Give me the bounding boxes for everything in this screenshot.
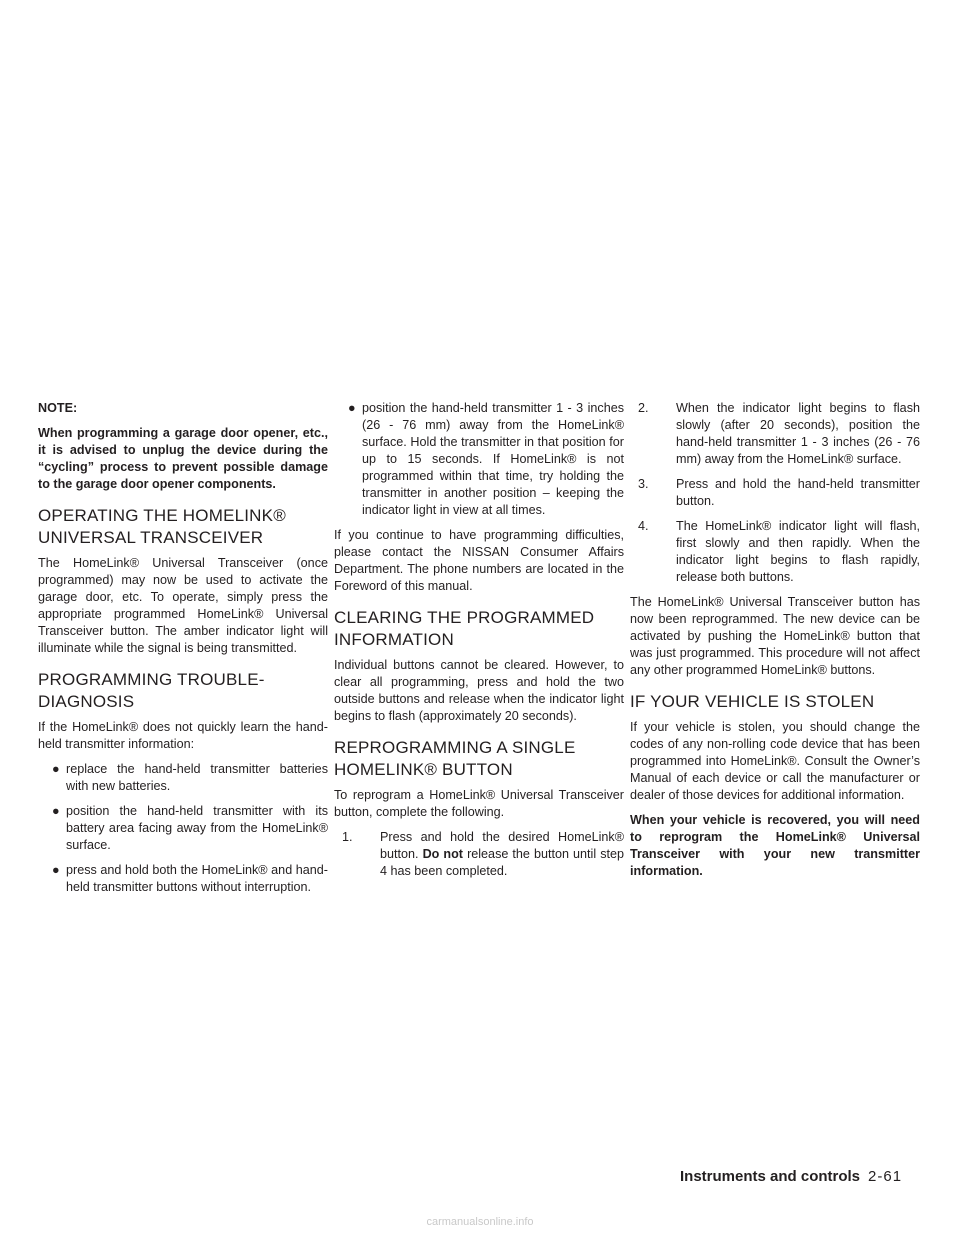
footer-section-title: Instruments and controls bbox=[680, 1168, 861, 1185]
column-1 bbox=[38, 400, 328, 904]
step-number: 1. bbox=[342, 830, 353, 844]
step-text: Press and hold the desired HomeLink® button. bbox=[380, 830, 624, 861]
operating-text: The HomeLink® Universal Transceiver (once programmed) may now be used to activate the garage door, etc. To operate, simply press the appropriate programmed HomeLink® Universal Transceiver button. The amber indicator light will illuminate while the signal is being transmitted. bbox=[38, 556, 328, 655]
heading-operating: OPERATING THE HOMELINK® UNIVERSAL TRANSCEIVER bbox=[38, 506, 286, 547]
watermark: carmanualsonline.info bbox=[426, 1216, 534, 1228]
stolen-text: If your vehicle is stolen, you should change the codes of any non-rolling code device that has been programmed into HomeLink®. Consult the Owner’s Manual of each device or call the manufacturer or dealer of those devices for additional information. bbox=[630, 720, 920, 802]
reprogrammed-text: The HomeLink® Universal Transceiver button has now been reprogrammed. The new device can be activated by pushing the HomeLink® button that was just programmed. This procedure will not affect any other programmed HomeLink® buttons. bbox=[630, 595, 920, 677]
bullet-text: position the hand-held transmitter with its battery area facing away from the HomeLink® surface. bbox=[66, 804, 328, 852]
recovered-text: When your vehicle is recovered, you will need to reprogram the HomeLink® Universal Transceiver with your new transmitter information. bbox=[630, 813, 920, 878]
page-number: 2-61 bbox=[868, 1168, 903, 1185]
step-number: 2. bbox=[638, 401, 649, 415]
trouble-intro: If the HomeLink® does not quickly learn the hand-held transmitter information: bbox=[38, 720, 328, 751]
step-number: 3. bbox=[638, 477, 649, 491]
step-item bbox=[334, 829, 624, 880]
step-text: The HomeLink® indicator light will flash, first slowly and then rapidly. When the indicator light begins to flash rapidly, release both buttons. bbox=[676, 519, 920, 584]
step-number: 4. bbox=[638, 519, 649, 533]
bullet-text: replace the hand-held transmitter batteries with new batteries. bbox=[66, 762, 328, 793]
bullet-icon: ● bbox=[348, 401, 356, 415]
list-item bbox=[38, 862, 328, 896]
bullet-icon: ● bbox=[52, 804, 60, 818]
list-item bbox=[38, 803, 328, 854]
page-footer bbox=[680, 1167, 920, 1187]
step-text: When the indicator light begins to flash slowly (after 20 seconds), position the hand-held transmitter 1 - 3 inches (26 - 76 mm) away from the HomeLink® surface. bbox=[676, 401, 920, 466]
bullet-text: position the hand-held transmitter 1 - 3 inches (26 - 76 mm) away from the HomeLink® surface. Hold the transmitter in that position for up to 15 seconds. If HomeLink® is not programmed within that time, try holding the transmitter in another position – keeping the indicator light in view at all times. bbox=[362, 401, 624, 517]
column-3 bbox=[630, 400, 920, 888]
heading-trouble-diagnosis: PROGRAMMING TROUBLE-DIAGNOSIS bbox=[38, 670, 265, 711]
list-item bbox=[334, 400, 624, 519]
step-item bbox=[630, 476, 920, 510]
list-item bbox=[38, 761, 328, 795]
heading-clearing: CLEARING THE PROGRAMMED INFORMATION bbox=[334, 608, 595, 649]
bullet-icon: ● bbox=[52, 863, 60, 877]
clearing-text: Individual buttons cannot be cleared. However, to clear all programming, press and hold the two outside buttons and release when the indicator light begins to flash (approximately 20 seconds). bbox=[334, 658, 624, 723]
note-text: When programming a garage door opener, etc., it is advised to unplug the device during the “cycling” process to prevent possible damage to the garage door opener components. bbox=[38, 426, 328, 491]
reprogram-intro: To reprogram a HomeLink® Universal Transceiver button, complete the following. bbox=[334, 788, 624, 819]
bullet-text: press and hold both the HomeLink® and hand-held transmitter buttons without interruption. bbox=[66, 863, 328, 894]
difficulty-text: If you continue to have programming difficulties, please contact the NISSAN Consumer Affairs Department. The phone numbers are located in the Foreword of this manual. bbox=[334, 528, 624, 593]
column-2 bbox=[334, 400, 624, 888]
bullet-icon: ● bbox=[52, 762, 60, 776]
note-label: NOTE: bbox=[38, 401, 78, 415]
step-text: Press and hold the hand-held transmitter button. bbox=[676, 477, 920, 508]
heading-reprogramming: REPROGRAMMING A SINGLE HOMELINK® BUTTON bbox=[334, 738, 576, 779]
step-text-continued: release the button until step 4 has been completed. bbox=[380, 847, 625, 878]
step-emphasis: Do not bbox=[422, 847, 463, 861]
step-item bbox=[630, 400, 920, 468]
step-item bbox=[630, 518, 920, 586]
heading-stolen: IF YOUR VEHICLE IS STOLEN bbox=[630, 692, 875, 711]
